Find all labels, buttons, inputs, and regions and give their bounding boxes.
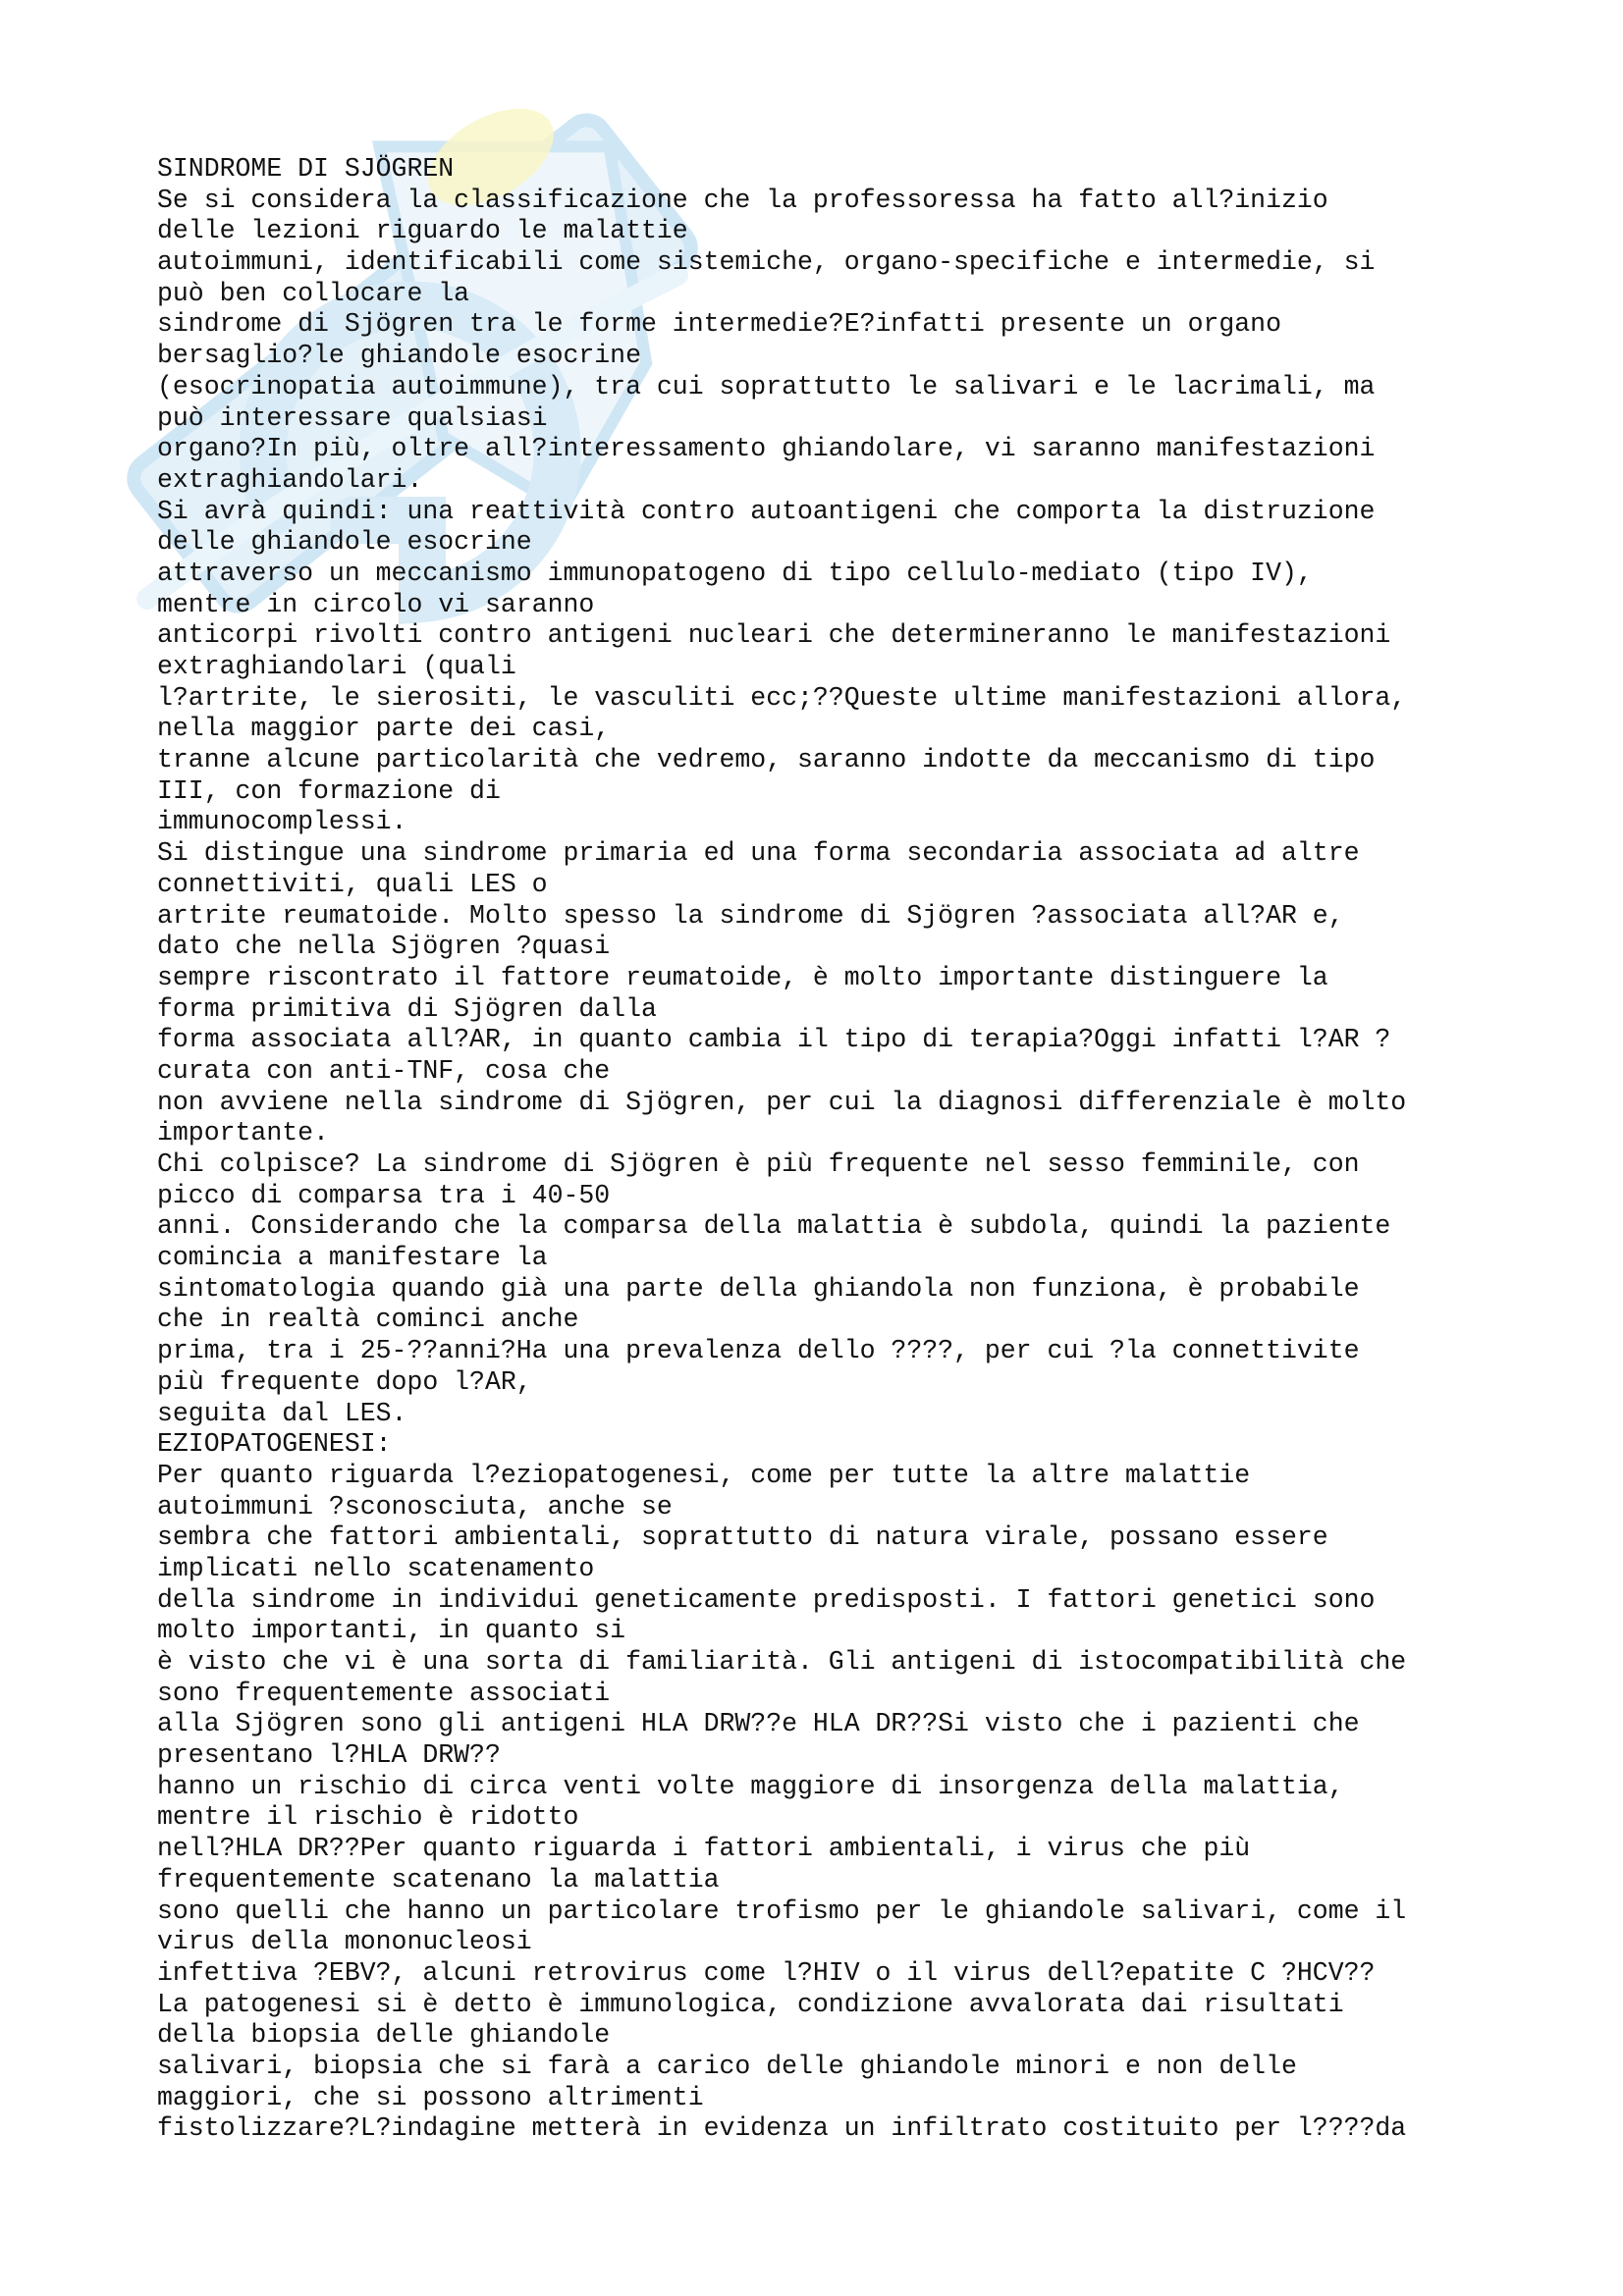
text-line: sempre riscontrato il fattore reumatoide, è molto importante distinguere la — [157, 962, 1328, 992]
text-line: anni. Considerando che la comparsa della malattia è subdola, quindi la paziente — [157, 1211, 1391, 1242]
text-line: della sindrome in individui geneticamente predisposti. I fattori genetici sono — [157, 1584, 1376, 1615]
text-line: più frequente dopo l?AR, — [157, 1366, 532, 1397]
text-line: seguita dal LES. — [157, 1398, 407, 1428]
text-line: frequentemente scatenano la malattia — [157, 1864, 720, 1895]
text-line: extraghiandolari (quali — [157, 652, 516, 681]
text-line: Per quanto riguarda l?eziopatogenesi, come per tutte la altre malattie — [157, 1460, 1251, 1490]
text-line: molto importanti, in quanto si — [157, 1616, 626, 1646]
text-line: forma associata all?AR, in quanto cambia il tipo di terapia?Oggi infatti l?AR ? — [157, 1025, 1391, 1055]
text-line: III, con formazione di — [157, 775, 501, 806]
text-line: extraghiandolari. — [157, 464, 423, 495]
text-line: autoimmuni, identificabili come sistemiche, organo-specifiche e intermedie, si — [157, 247, 1376, 278]
text-line: forma primitiva di Sjögren dalla — [157, 993, 657, 1024]
text-line: EZIOPATOGENESI: — [157, 1429, 392, 1460]
text-line: curata con anti-TNF, cosa che — [157, 1055, 611, 1086]
text-line: virus della mononucleosi — [157, 1927, 532, 1957]
text-line: alla Sjögren sono gli antigeni HLA DRW??e HLA DR??Si visto che i pazienti che — [157, 1709, 1360, 1739]
text-line: può interessare qualsiasi — [157, 402, 548, 433]
text-line: sindrome di Sjögren tra le forme intermedie?E?infatti presente un organo — [157, 309, 1281, 340]
text-line: Se si considera la classificazione che la professoressa ha fatto all?inizio — [157, 185, 1328, 215]
text-line: sono quelli che hanno un particolare trofismo per le ghiandole salivari, come il — [157, 1896, 1407, 1926]
text-line: Si distingue una sindrome primaria ed una forma secondaria associata ad altre — [157, 838, 1360, 869]
text-line: Si avrà quindi: una reattività contro autoantigeni che comporta la distruzione — [157, 496, 1376, 526]
text-line: prima, tra i 25-??anni?Ha una prevalenza dello ????, per cui ?la connettivite — [157, 1336, 1360, 1366]
text-line: tranne alcune particolarità che vedremo, saranno indotte da meccanismo di tipo — [157, 745, 1376, 775]
text-line: (esocrinopatia autoimmune), tra cui soprattutto le salivari e le lacrimali, ma — [157, 371, 1376, 401]
text-line: mentre in circolo vi saranno — [157, 589, 595, 619]
text-line: presentano l?HLA DRW?? — [157, 1740, 501, 1771]
text-line: implicati nello scatenamento — [157, 1553, 595, 1583]
text-line: comincia a manifestare la — [157, 1243, 548, 1273]
text-line: della biopsia delle ghiandole — [157, 2020, 611, 2051]
text-line: attraverso un meccanismo immunopatogeno di tipo cellulo-mediato (tipo IV), — [157, 558, 1313, 588]
text-line: SINDROME DI SJÖGREN — [157, 154, 455, 184]
text-line: l?artrite, le sierositi, le vasculiti ecc;??Queste ultime manifestazioni allora, — [157, 682, 1407, 713]
text-line: Chi colpisce? La sindrome di Sjögren è più frequente nel sesso femminile, con — [157, 1149, 1360, 1179]
text-line: autoimmuni ?sconosciuta, anche se — [157, 1491, 673, 1522]
text-line: immunocomplessi. — [157, 807, 407, 837]
text-line: maggiori, che si possono altrimenti — [157, 2082, 704, 2112]
text-line: infettiva ?EBV?, alcuni retrovirus come l?HIV o il virus dell?epatite C ?HCV?? — [157, 1957, 1376, 1988]
text-line: non avviene nella sindrome di Sjögren, per cui la diagnosi differenziale è molto — [157, 1087, 1407, 1117]
text-line: può ben collocare la — [157, 278, 470, 308]
text-line: La patogenesi si è detto è immunologica, condizione avvalorata dai risultati — [157, 1989, 1344, 2019]
document-body — [157, 154, 1532, 2145]
text-line: che in realtà cominci anche — [157, 1305, 579, 1335]
text-line: artrite reumatoide. Molto spesso la sindrome di Sjögren ?associata all?AR e, — [157, 900, 1344, 931]
text-line: salivari, biopsia che si farà a carico delle ghiandole minori e non delle — [157, 2051, 1297, 2081]
text-line: dato che nella Sjögren ?quasi — [157, 932, 611, 962]
text-line: connettiviti, quali LES o — [157, 869, 548, 899]
text-line: fistolizzare?L?indagine metterà in evidenza un infiltrato costituito per l????da — [157, 2113, 1407, 2144]
text-line: nella maggior parte dei casi, — [157, 714, 611, 744]
text-line: nell?HLA DR??Per quanto riguarda i fattori ambientali, i virus che più — [157, 1834, 1251, 1864]
text-line: sono frequentemente associati — [157, 1678, 611, 1708]
text-line: sembra che fattori ambientali, soprattutto di natura virale, possano essere — [157, 1522, 1328, 1553]
text-line: importante. — [157, 1118, 329, 1148]
text-line: bersaglio?le ghiandole esocrine — [157, 341, 641, 371]
text-line: sintomatologia quando già una parte della ghiandola non funziona, è probabile — [157, 1273, 1360, 1304]
text-line: picco di comparsa tra i 40-50 — [157, 1180, 611, 1210]
text-line: è visto che vi è una sorta di familiarità. Gli antigeni di istocompatibilità che — [157, 1647, 1407, 1677]
text-line: anticorpi rivolti contro antigeni nucleari che determineranno le manifestazioni — [157, 620, 1391, 651]
text-line: organo?In più, oltre all?interessamento ghiandolare, vi saranno manifestazioni — [157, 434, 1376, 464]
text-line: mentre il rischio è ridotto — [157, 1802, 579, 1833]
text-line: delle lezioni riguardo le malattie — [157, 216, 688, 246]
text-line: delle ghiandole esocrine — [157, 527, 532, 558]
text-line: hanno un rischio di circa venti volte maggiore di insorgenza della malattia, — [157, 1771, 1344, 1801]
